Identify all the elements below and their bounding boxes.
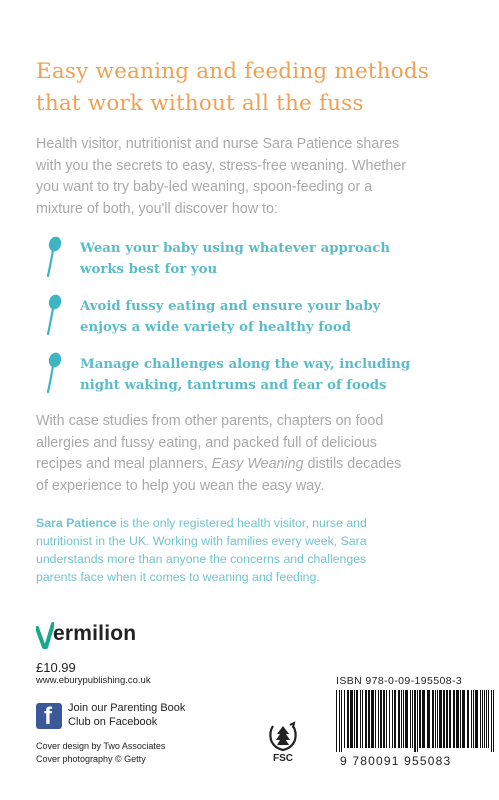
barcode-bar	[456, 690, 459, 748]
barcode	[334, 690, 499, 752]
outro-line	[36, 454, 476, 476]
facebook-icon: f	[36, 703, 62, 729]
headline-line: Easy weaning and feeding methods	[36, 59, 430, 84]
barcode-bar	[336, 690, 337, 752]
barcode-bar	[405, 690, 408, 748]
barcode-bar	[419, 690, 421, 748]
barcode-bar	[392, 690, 393, 748]
bullet-line: works best for you	[80, 262, 218, 277]
outro-line: of experience to help you wean the easy way.	[36, 477, 325, 494]
barcode-bar	[412, 690, 413, 748]
intro-line: you want to try baby-led weaning, spoon-feeding or a	[36, 179, 373, 195]
outro-text: distils decades	[303, 456, 402, 472]
barcode-bar	[394, 690, 396, 748]
barcode-bar	[365, 690, 367, 748]
barcode-bar	[446, 690, 448, 748]
barcode-bar	[471, 690, 472, 748]
bullet-line: Manage challenges along the way, including	[80, 357, 411, 372]
credit-line: Cover photography © Getty	[36, 753, 146, 764]
barcode-bar	[414, 690, 416, 752]
barcode-bar	[439, 690, 442, 748]
bullet-line: night waking, tantrums and fear of foods	[80, 378, 387, 393]
barcode-bar	[356, 690, 358, 748]
barcode-bar	[410, 690, 411, 748]
barcode-bar	[493, 690, 494, 752]
outro-line: With case studies from other parents, chapters on food	[36, 413, 384, 429]
barcode-bar	[432, 690, 434, 748]
bullet-line: Avoid fussy eating and ensure your baby	[80, 299, 381, 314]
barcode-bar	[443, 690, 445, 748]
facebook-line: Join our Parenting Book	[68, 702, 186, 714]
intro-paragraph	[36, 134, 476, 220]
barcode-bar	[422, 690, 425, 748]
intro-line: with you the secrets to easy, stress-free weaning. Whether	[36, 157, 407, 174]
barcode-bar	[417, 690, 418, 752]
barcode-bar	[344, 690, 345, 748]
facebook-line: Club on Facebook	[68, 716, 158, 728]
barcode-bar	[403, 690, 404, 748]
publisher-name: ermilion	[53, 622, 137, 645]
barcode-bar	[486, 690, 487, 748]
barcode-bar	[427, 690, 430, 748]
barcode-bar	[467, 690, 469, 748]
author-line: nutritionist in the UK. Working with families every week, Sara	[36, 534, 367, 548]
barcode-bar	[389, 690, 390, 748]
barcode-number: 9 780091 955083	[340, 754, 452, 768]
cover-credits	[36, 740, 165, 765]
barcode-bar	[378, 690, 379, 748]
fsc-label: FSC	[273, 753, 293, 764]
price: £10.99	[36, 660, 76, 675]
spoon-icon	[42, 236, 64, 280]
barcode-bar	[453, 690, 455, 748]
barcode-bar	[354, 690, 355, 748]
barcode-bar	[484, 690, 485, 748]
author-bio	[36, 514, 476, 586]
isbn-label: ISBN 978-0-09-195508-3	[336, 675, 463, 687]
publisher-logo	[36, 622, 176, 652]
barcode-bar	[398, 690, 400, 748]
author-line	[36, 514, 476, 532]
book-title: Easy Weaning	[211, 456, 304, 472]
barcode-bar	[360, 690, 361, 748]
barcode-bar	[462, 690, 465, 748]
outro-paragraph	[36, 411, 476, 497]
barcode-bar	[473, 690, 474, 748]
barcode-bar	[347, 690, 349, 748]
outro-line: allergies and fussy eating, and packed full of delicious	[36, 434, 377, 451]
barcode-bar	[350, 690, 353, 748]
barcode-bar	[480, 690, 481, 748]
headline	[36, 56, 476, 120]
barcode-bar	[460, 690, 461, 748]
barcode-bar	[401, 690, 402, 748]
barcode-bar	[482, 690, 483, 748]
barcode-bar	[371, 690, 374, 748]
spoon-icon	[42, 352, 64, 396]
barcode-bar	[368, 690, 370, 748]
intro-line: Health visitor, nutritionist and nurse Sara Patience shares	[36, 136, 400, 152]
barcode-bar	[488, 690, 489, 748]
bullet-line: enjoys a wide variety of healthy food	[80, 320, 352, 335]
barcode-bar	[491, 690, 492, 752]
fsc-tree-icon	[266, 720, 300, 754]
website-link[interactable]: www.eburypublishing.co.uk	[36, 675, 151, 686]
barcode-bar	[383, 690, 385, 748]
facebook-club-text	[68, 701, 185, 729]
fsc-logo	[266, 720, 300, 768]
barcode-bar	[449, 690, 451, 748]
author-name: Sara Patience	[36, 516, 117, 530]
author-line: parents face when it comes to weaning and feeding.	[36, 570, 320, 584]
bullet-text	[80, 354, 410, 396]
intro-line: mixture of both, you'll discover how to:	[36, 200, 278, 217]
credit-line: Cover design by Two Associates	[36, 741, 166, 751]
vermilion-v-icon	[36, 622, 54, 650]
outro-text: recipes and meal planners,	[36, 456, 212, 472]
barcode-bar	[339, 690, 340, 752]
barcode-bar	[380, 690, 382, 748]
barcode-bar	[475, 690, 478, 748]
barcode-bar	[362, 690, 363, 748]
spoon-icon	[42, 294, 64, 338]
barcode-bar	[437, 690, 438, 748]
bullet-text	[80, 238, 390, 280]
bullet-text	[80, 296, 380, 338]
headline-line: that work without all the fuss	[36, 91, 364, 116]
barcode-bar	[341, 690, 342, 752]
barcode-bar	[375, 690, 376, 748]
barcode-bar	[435, 690, 436, 748]
author-line: understands more than anyone the concerns and challenges	[36, 552, 367, 566]
author-text: is the only registered health visitor, nurse and	[116, 516, 367, 530]
barcode-bar	[386, 690, 387, 748]
bullet-line: Wean your baby using whatever approach	[80, 241, 391, 256]
